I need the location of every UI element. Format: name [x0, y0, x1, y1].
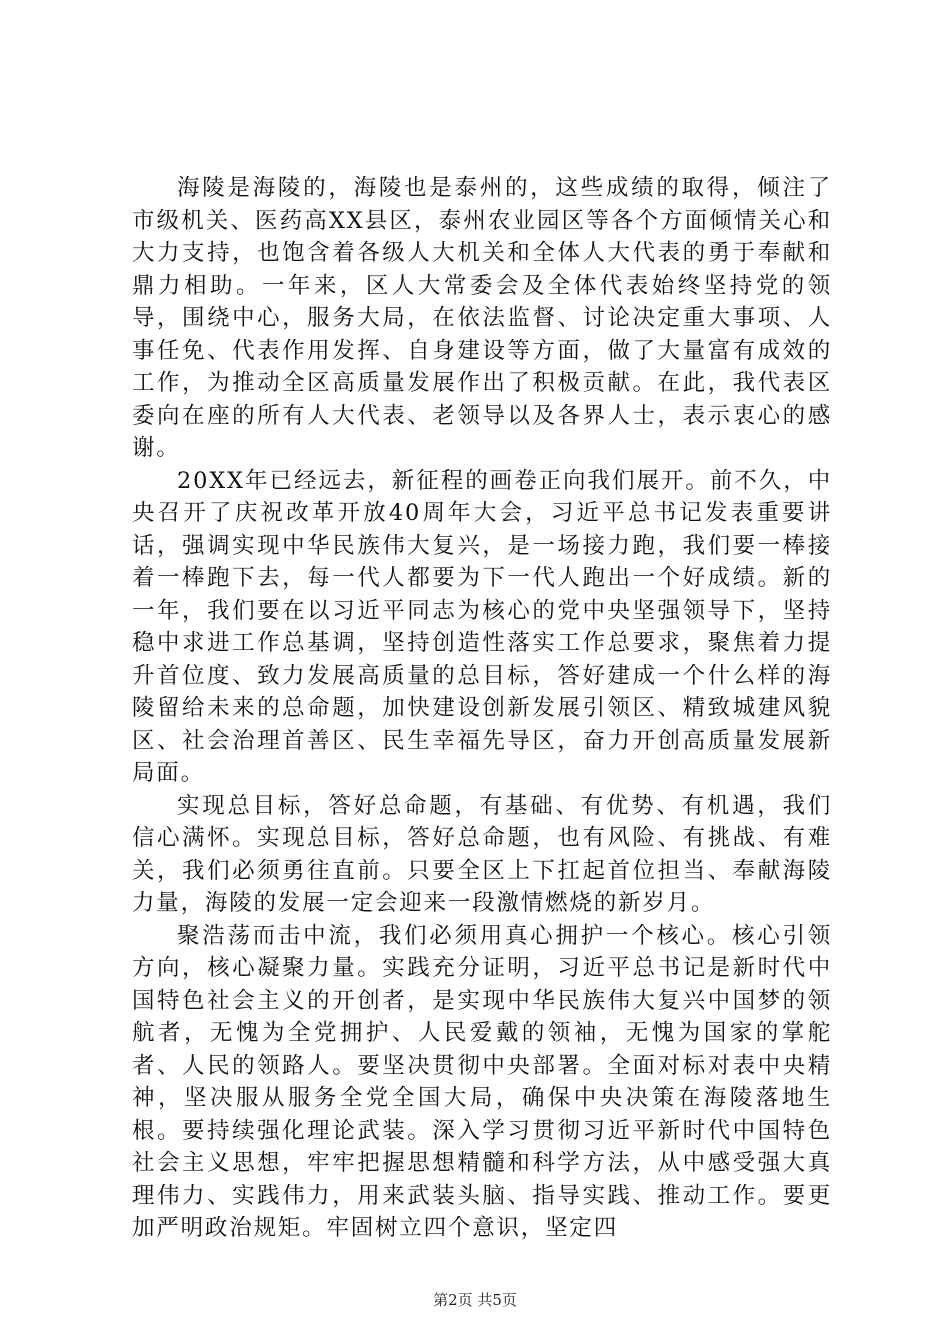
paragraph-4: 聚浩荡而击中流，我们必须用真心拥护一个核心。核心引领方向，核心凝聚力量。实践充分证明，习近平总书记是新时代中国特色社会主义的开创者，是实现中华民族伟大复兴中国梦的领航者，无愧为全党拥护、人民爱戴的领袖，无愧为国家的掌舵者、人民的领路人。要坚决贯彻中央部署。全面对标对表中央精神，坚决服从服务全党全国大局，确保中央决策在海陵落地生根。要持续强化理论武装。深入学习贯彻习近平新时代中国特色社会主义思想，牢牢把握思想精髓和科学方法，从中感受强大真理伟力、实践伟力，用来武装头脑、指导实践、推动工作。要更加严明政治规矩。牢固树立四个意识，坚定四	[132, 922, 832, 1241]
paragraph-2: 20XX年已经远去，新征程的画卷正向我们展开。前不久，中央召开了庆祝改革开放40周年大会，习近平总书记发表重要讲话，强调实现中华民族伟大复兴，是一场接力跑，我们要一棒接着一棒跑下去，每一代人都要为下一代人跑出一个好成绩。新的一年，我们要在以习近平同志为核心的党中央坚强领导下，坚持稳中求进工作总基调，坚持创造性落实工作总要求，聚焦着力提升首位度、致力发展高质量的总目标，答好建成一个什么样的海陵留给未来的总命题，加快建设创新发展引领区、精致城建风貌区、社会治理首善区、民生幸福先导区，奋力开创高质量发展新局面。	[132, 467, 832, 786]
page-number-footer: 第2页 共5页	[433, 1291, 517, 1309]
paragraph-3: 实现总目标，答好总命题，有基础、有优势、有机遇，我们信心满怀。实现总目标，答好总命题，也有风险、有挑战、有难关，我们必须勇往直前。只要全区上下扛起首位担当、奉献海陵力量，海陵的发展一定会迎来一段激情燃烧的新岁月。	[132, 792, 832, 916]
paragraph-1: 海陵是海陵的，海陵也是泰州的，这些成绩的取得，倾注了市级机关、医药高XX县区，泰州农业园区等各个方面倾情关心和大力支持，也饱含着各级人大机关和全体人大代表的勇于奉献和鼎力相助。一年来，区人大常委会及全体代表始终坚持党的领导，围绕中心，服务大局，在依法监督、讨论决定重大事项、人事任免、代表作用发挥、自身建设等方面，做了大量富有成效的工作，为推动全区高质量发展作出了积极贡献。在此，我代表区委向在座的所有人大代表、老领导以及各界人士，表示衷心的感谢。	[132, 175, 832, 461]
document-body	[132, 172, 832, 1245]
